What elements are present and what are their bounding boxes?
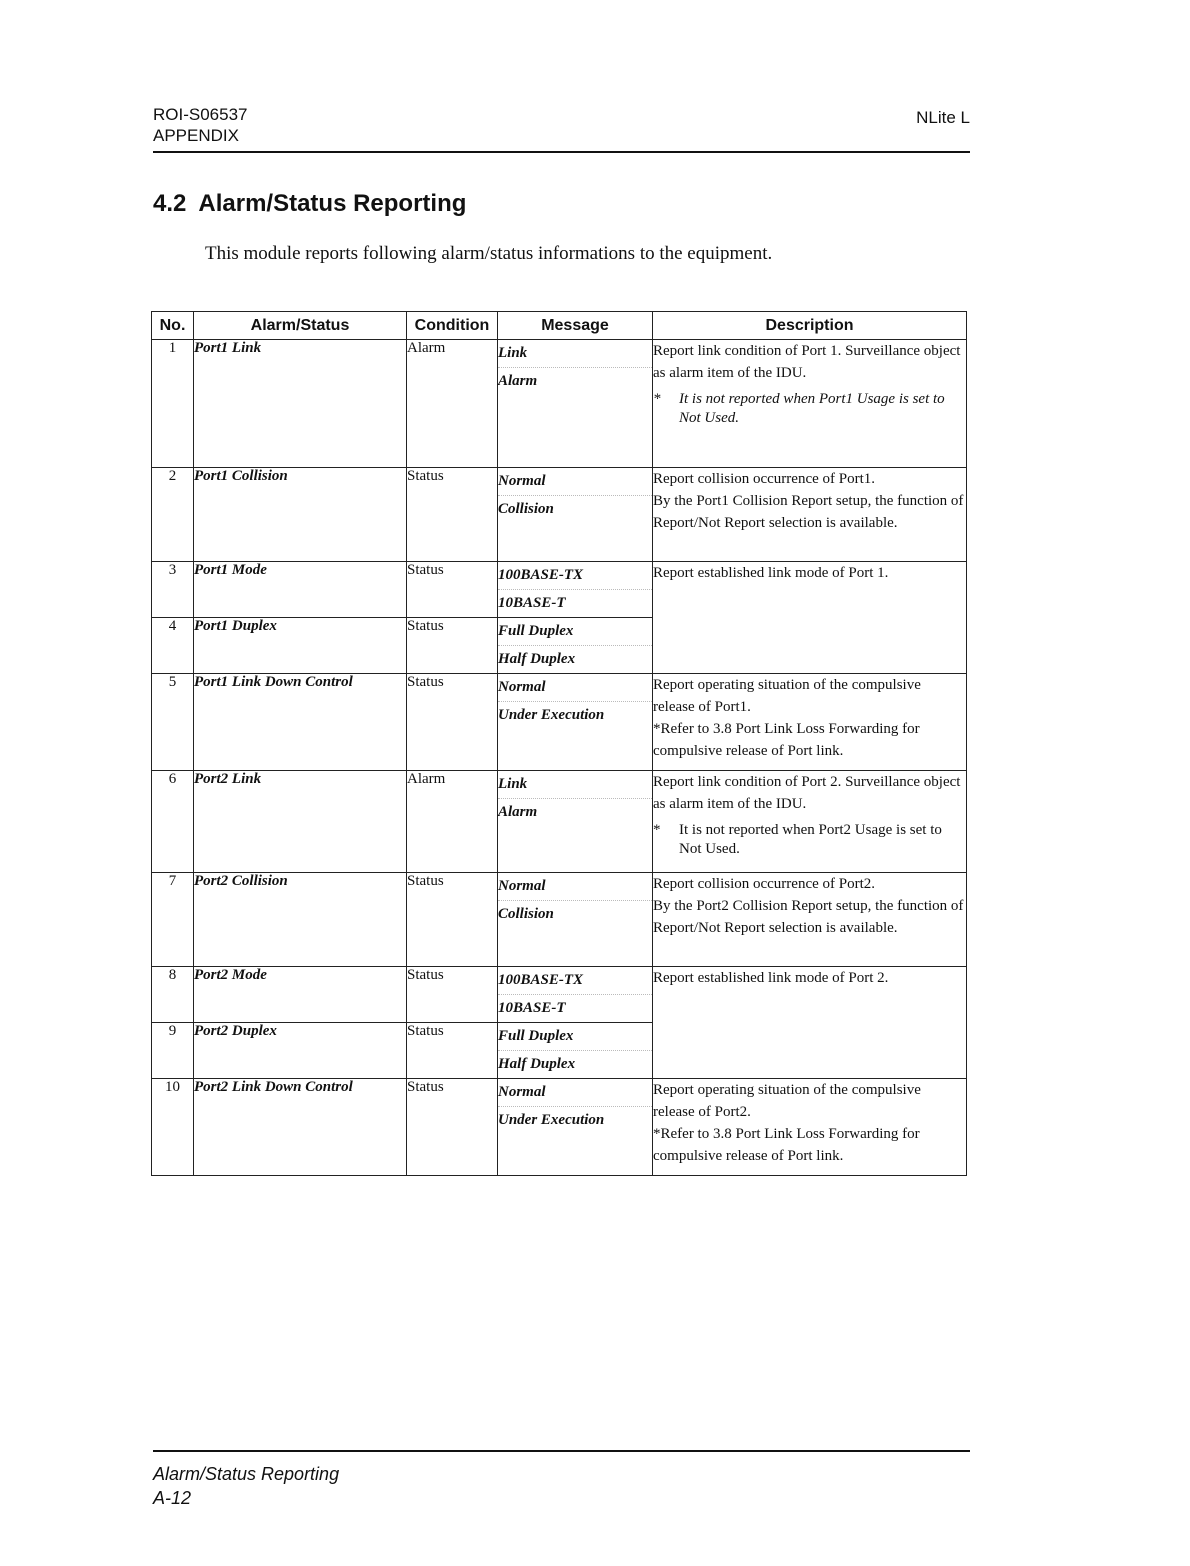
message-item: 10BASE-T xyxy=(498,595,566,611)
footer-title: Alarm/Status Reporting xyxy=(153,1464,340,1484)
table-row xyxy=(152,1079,967,1176)
message-item: Collision xyxy=(498,906,554,922)
row-description xyxy=(653,873,967,967)
row-no: 3 xyxy=(152,562,194,618)
row-description xyxy=(653,562,967,674)
row-messages xyxy=(498,562,653,618)
row-condition: Status xyxy=(407,468,498,562)
row-messages xyxy=(498,674,653,771)
description-text: Report established link mode of Port 1. xyxy=(653,565,889,581)
row-condition: Status xyxy=(407,873,498,967)
row-messages xyxy=(498,873,653,967)
row-messages xyxy=(498,618,653,674)
row-description xyxy=(653,468,967,562)
doc-section: APPENDIX xyxy=(153,126,239,145)
row-description xyxy=(653,340,967,468)
table-row xyxy=(152,771,967,873)
message-item: Normal xyxy=(498,468,652,496)
page-number: A-12 xyxy=(153,1488,192,1508)
row-condition: Status xyxy=(407,1023,498,1079)
note-text: It is not reported when Port2 Usage is set to Not Used. xyxy=(679,822,942,857)
message-item: Under Execution xyxy=(498,1112,605,1128)
row-no: 10 xyxy=(152,1079,194,1176)
description-text: Report link condition of Port 1. Surveillance object as alarm item of the IDU. xyxy=(653,343,961,381)
table-row xyxy=(152,873,967,967)
table-row xyxy=(152,340,967,468)
message-item: Full Duplex xyxy=(498,618,652,646)
row-condition: Status xyxy=(407,967,498,1023)
row-messages xyxy=(498,771,653,873)
message-item: Half Duplex xyxy=(498,1056,576,1072)
description-note xyxy=(653,821,966,859)
section-title-text: Alarm/Status Reporting xyxy=(198,190,467,217)
description-text: Report collision occurrence of Port2. xyxy=(653,876,876,892)
row-messages xyxy=(498,1079,653,1176)
document-header xyxy=(153,104,248,146)
page-footer xyxy=(153,1462,339,1510)
description-text: By the Port1 Collision Report setup, the function of Report/Not Report selection is available. xyxy=(653,493,964,531)
message-item: Collision xyxy=(498,501,554,517)
row-description xyxy=(653,771,967,873)
description-text: Report established link mode of Port 2. xyxy=(653,970,889,986)
message-item: Normal xyxy=(498,1079,652,1107)
description-text: Report operating situation of the compulsive release of Port2. xyxy=(653,1082,921,1120)
row-name: Port2 Link xyxy=(194,771,407,873)
description-text: *Refer to 3.8 Port Link Loss Forwarding for compulsive release of Port link. xyxy=(653,1126,920,1164)
note-text: It is not reported when Port1 Usage is set to Not Used. xyxy=(679,391,945,426)
row-messages xyxy=(498,1023,653,1079)
col-header-no: No. xyxy=(152,312,194,340)
note-asterisk: * xyxy=(653,822,661,838)
message-item: Link xyxy=(498,771,652,799)
footer-rule xyxy=(153,1450,970,1452)
row-condition: Alarm xyxy=(407,771,498,873)
row-name: Port2 Collision xyxy=(194,873,407,967)
row-name: Port1 Duplex xyxy=(194,618,407,674)
col-header-condition: Condition xyxy=(407,312,498,340)
row-no: 9 xyxy=(152,1023,194,1079)
message-item: Full Duplex xyxy=(498,1023,652,1051)
row-condition: Status xyxy=(407,674,498,771)
product-name: NLite L xyxy=(916,108,970,127)
table-header-row xyxy=(152,312,967,340)
message-item: Alarm xyxy=(498,373,538,389)
description-text: Report link condition of Port 2. Surveillance object as alarm item of the IDU. xyxy=(653,774,961,812)
col-header-alarm-status: Alarm/Status xyxy=(194,312,407,340)
row-no: 1 xyxy=(152,340,194,468)
row-messages xyxy=(498,967,653,1023)
row-condition: Alarm xyxy=(407,340,498,468)
message-item: Half Duplex xyxy=(498,651,576,667)
note-asterisk: * xyxy=(653,391,661,407)
message-item: Normal xyxy=(498,674,652,702)
row-no: 6 xyxy=(152,771,194,873)
message-item: 10BASE-T xyxy=(498,1000,566,1016)
table-row xyxy=(152,674,967,771)
table-row xyxy=(152,967,967,1023)
section-number: 4.2 xyxy=(153,190,187,217)
row-condition: Status xyxy=(407,618,498,674)
col-header-description: Description xyxy=(653,312,967,340)
message-item: Link xyxy=(498,340,652,368)
row-name: Port2 Link Down Control xyxy=(194,1079,407,1176)
row-condition: Status xyxy=(407,562,498,618)
table-row xyxy=(152,468,967,562)
row-name: Port1 Mode xyxy=(194,562,407,618)
row-no: 2 xyxy=(152,468,194,562)
intro-paragraph: This module reports following alarm/status informations to the equipment. xyxy=(205,243,773,264)
row-no: 4 xyxy=(152,618,194,674)
description-text: By the Port2 Collision Report setup, the function of Report/Not Report selection is available. xyxy=(653,898,964,936)
row-description xyxy=(653,967,967,1079)
row-name: Port1 Collision xyxy=(194,468,407,562)
row-name: Port1 Link Down Control xyxy=(194,674,407,771)
row-no: 8 xyxy=(152,967,194,1023)
message-item: 100BASE-TX xyxy=(498,967,652,995)
col-header-message: Message xyxy=(498,312,653,340)
description-text: *Refer to 3.8 Port Link Loss Forwarding for compulsive release of Port link. xyxy=(653,721,920,759)
description-text: Report operating situation of the compulsive release of Port1. xyxy=(653,677,921,715)
section-title xyxy=(153,190,466,218)
table-row xyxy=(152,562,967,618)
row-no: 7 xyxy=(152,873,194,967)
row-description xyxy=(653,1079,967,1176)
alarm-status-table xyxy=(151,311,967,1176)
description-text: Report collision occurrence of Port1. xyxy=(653,471,876,487)
description-note xyxy=(653,390,966,428)
row-messages xyxy=(498,340,653,468)
message-item: Under Execution xyxy=(498,707,605,723)
header-rule xyxy=(153,151,970,153)
message-item: Normal xyxy=(498,873,652,901)
doc-id: ROI-S06537 xyxy=(153,105,248,124)
message-item: 100BASE-TX xyxy=(498,562,652,590)
row-messages xyxy=(498,468,653,562)
row-name: Port2 Duplex xyxy=(194,1023,407,1079)
message-item: Alarm xyxy=(498,804,538,820)
row-name: Port2 Mode xyxy=(194,967,407,1023)
row-name: Port1 Link xyxy=(194,340,407,468)
row-no: 5 xyxy=(152,674,194,771)
row-description xyxy=(653,674,967,771)
row-condition: Status xyxy=(407,1079,498,1176)
